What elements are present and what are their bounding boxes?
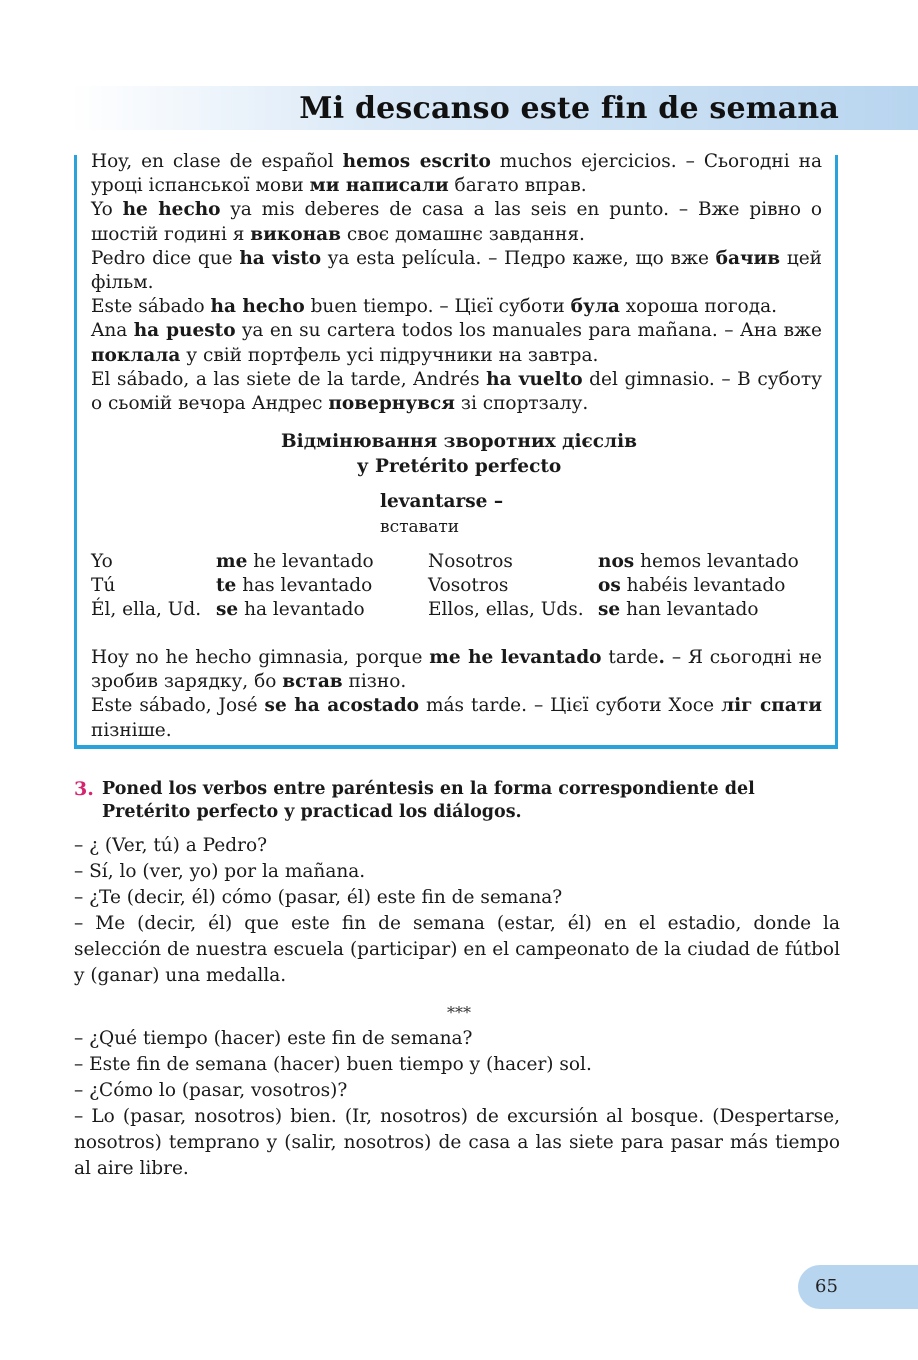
conj-form: te has levantado (216, 575, 373, 596)
dialog-separator: *** (447, 1003, 471, 1022)
page-title: Mi descanso este fin de semana (299, 91, 839, 126)
conj-pronoun-plural: Vosotros (428, 575, 509, 596)
conj-form: me he levantado (216, 551, 374, 572)
exercise-number: 3. (74, 778, 94, 800)
usage-examples: Hoy no he hecho gimnasia, porque me he levantado tarde. – Я сьогодні не зробив зарядку, бо встав пізно. Este sábado, José se ha acostado más tarde. – Цієї суботи Хосе ліг спати пізніше. (91, 647, 823, 741)
conj-pronoun-plural: Nosotros (428, 551, 513, 572)
conj-form-plural: se han levantado (598, 599, 759, 620)
dialog-line: – Este fin de semana (hacer) buen tiempo y (hacer) sol. (74, 1054, 592, 1075)
dialog-line: – Sí, lo (ver, yo) por la mañana. (74, 861, 366, 882)
conj-pronoun: Yo (91, 551, 113, 572)
dialog-2 (74, 1026, 840, 1182)
dialog-line: – Lo (pasar, nosotros) bien. (Ir, nosotros) de excursión al bosque. (Despertarse, nosotros) temprano y (salir, nosotros) de casa a las siete para pasar más tiempo al aire libre. (74, 1106, 840, 1179)
conj-pronoun: Tú (91, 575, 116, 596)
dialog-line: – ¿Cómo lo (pasar, vosotros)? (74, 1080, 348, 1101)
verb-translation: вставати (380, 517, 460, 537)
table-heading (0, 430, 918, 479)
conj-form: se ha levantado (216, 599, 365, 620)
example-sentences: Hoy, en clase de español hemos escrito muchos ejercicios. – Сьогодні на уроці іспанської мови ми написали багато вправ. Yo he hecho ya mis deberes de casa a las seis en punto. – Вже рівно о шостій годині я виконав своє домашнє завдання. Pedro dice que ha visto ya esta película. – Педро каже, що вже бачив цей фільм. Este sábado ha hecho buen tiempo. – Цієї суботи була хороша погода. Ana ha puesto ya en su cartera todos los manuales para mañana. – Ана вже поклала у свій портфель усі підручники на завтра. El sábado, a las siete de la tarde, Andrés ha vuelto del gimnasio. – В суботу о сьомій вечора Андрес повернувся зі спортзалу. (91, 151, 823, 415)
exercise-instruction: Poned los verbos entre paréntesis en la forma correspondiente del Pretérito perfecto y practicad los diálogos. (102, 779, 755, 822)
page-number: 65 (815, 1276, 838, 1297)
conj-form-plural: os habéis levantado (598, 575, 786, 596)
verb-name: levantarse – (380, 491, 504, 512)
conj-form-plural: nos hemos levantado (598, 551, 799, 572)
conj-pronoun-plural: Ellos, ellas, Uds. (428, 599, 584, 620)
dialog-line: – Me (decir, él) que este fin de semana (estar, él) en el estadio, donde la selección de nuestra escuela (participar) en el campeonato de la ciudad de fútbol y (ganar) una medalla. (74, 913, 840, 986)
dialog-1 (74, 833, 840, 989)
table-heading-line-1: Відмінювання зворотних дієслів (281, 431, 637, 452)
dialog-line: – ¿ (Ver, tú) a Pedro? (74, 835, 267, 856)
dialog-line: – ¿Qué tiempo (hacer) este fin de semana? (74, 1028, 473, 1049)
table-heading-line-2: у Pretérito perfecto (356, 455, 562, 477)
dialog-line: – ¿Te (decir, él) cómo (pasar, él) este fin de semana? (74, 887, 563, 908)
conj-pronoun: Él, ella, Ud. (91, 599, 202, 620)
